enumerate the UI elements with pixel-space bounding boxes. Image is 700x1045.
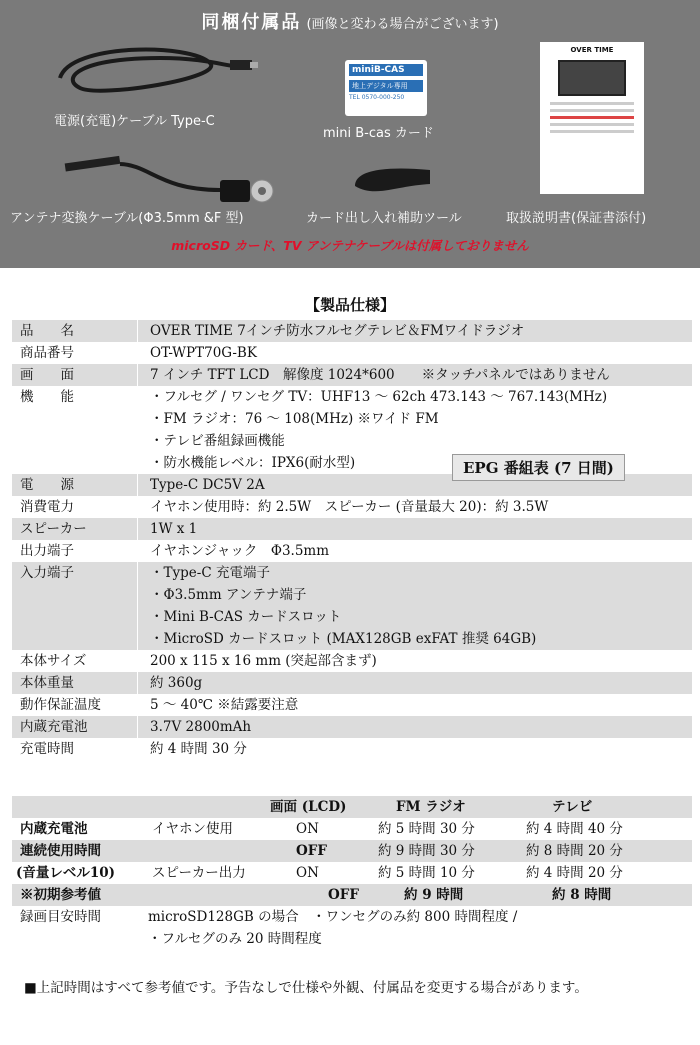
accessory-label-antenna: アンテナ変換ケーブル(Φ3.5mm &F 型): [10, 211, 244, 226]
battery-row: [12, 840, 692, 862]
battery-label: 連続使用時間: [20, 843, 101, 859]
battery-mode: イヤホン使用: [152, 821, 233, 837]
accessory-label-cable: 電源(充電)ケーブル Type-C: [54, 114, 215, 129]
spec-row: [12, 650, 692, 672]
spec-value: ・防水機能レベル：IPX6(耐水型): [150, 455, 356, 471]
battery-label: (音量レベル10): [16, 865, 116, 881]
accessories-subtitle: (画像と変わる場合がございます): [306, 17, 499, 32]
spec-label: 充電時間: [12, 738, 138, 760]
spec-value: イヤホンジャック Φ3.5mm: [150, 543, 330, 559]
spec-label: 商品番号: [12, 342, 138, 364]
accessories-heading: [0, 8, 700, 34]
battery-cell: OFF: [296, 843, 327, 859]
manual-image: [540, 42, 644, 194]
battery-cell: 約 9 時間 30 分: [378, 843, 475, 859]
battery-header-row: [12, 796, 692, 818]
epg-badge: EPG 番組表 (7 日間): [452, 454, 625, 481]
spec-value-list: [138, 562, 692, 650]
spec-value: 1W x 1: [138, 518, 692, 540]
battery-cell: 約 9 時間: [404, 887, 464, 903]
battery-cell: 約 4 時間 20 分: [526, 865, 623, 881]
spec-row: [12, 496, 692, 518]
spec-row: [12, 672, 692, 694]
battery-cell: 約 5 時間 10 分: [378, 865, 475, 881]
spec-value: 7 インチ TFT LCD 解像度 1024*600 ※タッチパネルではありません: [138, 364, 692, 386]
spec-row: [12, 694, 692, 716]
battery-cell: ON: [296, 821, 319, 837]
usb-c-cable-image: [40, 38, 260, 108]
spec-row: [12, 364, 692, 386]
antenna-adapter-image: [40, 150, 280, 208]
spec-label: 内蔵充電池: [12, 716, 138, 738]
card-tool-image: [345, 160, 435, 202]
spec-row: [12, 540, 692, 562]
card-brand: miniB-CAS: [349, 64, 423, 76]
recording-line1: microSD128GB の場合 ・ワンセグのみ約 800 時間程度 /: [148, 909, 518, 925]
spec-value: 5 ～ 40℃ ※結露要注意: [150, 697, 299, 713]
spec-row: [12, 342, 692, 364]
battery-row: [12, 818, 692, 840]
spec-label: 入力端子: [12, 562, 138, 650]
not-included-warning: microSD カード、TV アンテナケーブルは付属しておりません: [171, 238, 529, 253]
battery-cell: ON: [296, 865, 319, 881]
battery-cell: 約 5 時間 30 分: [378, 821, 475, 837]
battery-cell: 約 4 時間 40 分: [526, 821, 623, 837]
accessory-label-tool: カード出し入れ補助ツール: [306, 211, 462, 226]
spec-row: [12, 320, 692, 342]
spec-table: [12, 320, 692, 760]
spec-label: 電 源: [12, 474, 138, 496]
spec-value: ・テレビ番組録画機能: [150, 433, 285, 449]
spec-value: 200 x 115 x 16 mm (突起部含まず): [150, 653, 377, 669]
battery-cell: 約 8 時間: [552, 887, 612, 903]
battery-label: ※初期参考値: [20, 887, 101, 903]
spec-value: ・Mini B-CAS カードスロット: [150, 609, 342, 625]
recording-line2: ・フルセグのみ 20 時間程度: [148, 931, 322, 947]
spec-label: 出力端子: [12, 540, 138, 562]
spec-row: [12, 518, 692, 540]
battery-header: テレビ: [552, 799, 593, 815]
accessory-label-card: mini B-cas カード: [323, 126, 434, 141]
spec-label: スピーカー: [12, 518, 138, 540]
spec-value: OVER TIME 7インチ防水フルセグテレビ＆FMワイドラジオ: [138, 320, 692, 342]
accessories-title: 同梱付属品: [201, 12, 302, 33]
battery-label: 内蔵充電池: [20, 821, 88, 837]
recording-label: 録画目安時間: [20, 909, 101, 925]
battery-cell: OFF: [328, 887, 359, 903]
spec-value: 約 4 時間 30 分: [150, 741, 247, 757]
spec-value: ・FM ラジオ：76 ～ 108(MHz) ※ワイド FM: [150, 411, 439, 427]
accessories-panel: [0, 0, 700, 268]
spec-label: 本体重量: [12, 672, 138, 694]
battery-cell: 約 8 時間 20 分: [526, 843, 623, 859]
spec-label: 本体サイズ: [12, 650, 138, 672]
spec-label: 機 能: [12, 386, 138, 474]
spec-label: 消費電力: [12, 496, 138, 518]
spec-value: ・Φ3.5mm アンテナ端子: [150, 587, 307, 603]
battery-mode: スピーカー出力: [152, 865, 246, 881]
b-cas-card-image: [345, 60, 427, 116]
spec-row: [12, 738, 692, 760]
spec-row: [12, 716, 692, 738]
footnote: ■上記時間はすべて参考値です。予告なしで仕様や外観、付属品を変更する場合があります。: [24, 980, 588, 996]
spec-value: 3.7V 2800mAh: [138, 716, 692, 738]
spec-label: 画 面: [12, 364, 138, 386]
spec-row: [12, 562, 692, 650]
battery-header: FM ラジオ: [396, 799, 466, 815]
battery-row: [12, 884, 692, 906]
battery-table: [12, 796, 692, 950]
recording-row: [12, 906, 692, 950]
spec-value: ・MicroSD カードスロット (MAX128GB exFAT 推奨 64GB): [150, 631, 537, 647]
manual-photo: [558, 60, 626, 96]
card-line1: 地上デジタル専用: [349, 80, 423, 92]
spec-label: 品 名: [12, 320, 138, 342]
spec-value: 約 360g: [138, 672, 692, 694]
spec-value: ・フルセグ / ワンセグ TV：UHF13 ～ 62ch 473.143 ～ 767.143(MHz): [150, 389, 608, 405]
manual-brand: OVER TIME: [570, 46, 614, 54]
spec-label: 動作保証温度: [12, 694, 138, 716]
battery-row: [12, 862, 692, 884]
spec-title: 【製品仕様】: [304, 296, 395, 314]
card-line2: TEL 0570-000-250: [349, 94, 405, 101]
spec-value: Type-C DC5V 2A: [138, 474, 692, 496]
accessory-label-manual: 取扱説明書(保証書添付): [506, 211, 647, 226]
spec-value: OT-WPT70G-BK: [150, 345, 257, 361]
spec-value: イヤホン使用時：約 2.5W スピーカー (音量最大 20)：約 3.5W: [150, 499, 549, 515]
spec-value: ・Type-C 充電端子: [150, 565, 270, 581]
battery-header: 画面 (LCD): [270, 799, 347, 815]
